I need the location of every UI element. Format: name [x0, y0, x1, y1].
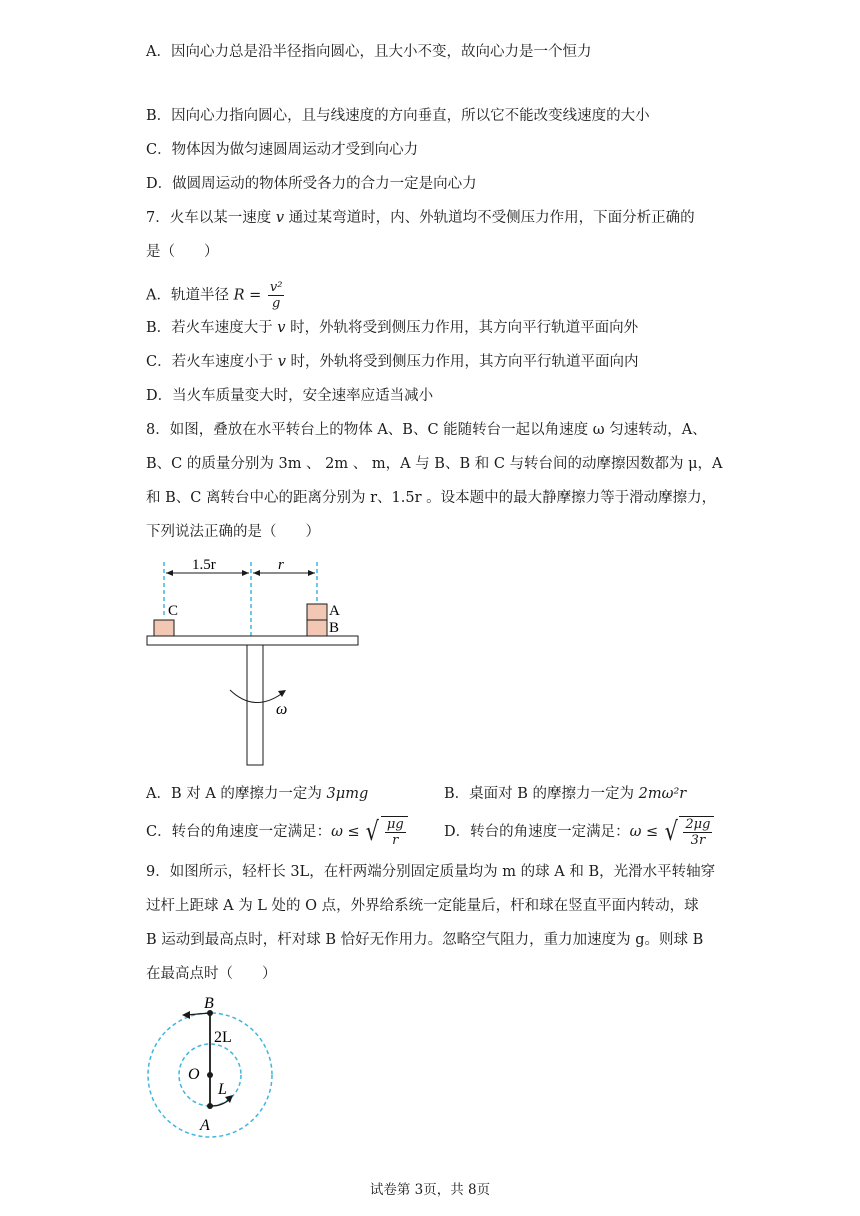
q7-option-b: B．若火车速度大于 v 时，外轨将受到侧压力作用，其方向平行轨道平面向外 [146, 320, 639, 336]
block-a [307, 604, 327, 620]
block-b [307, 620, 327, 636]
turntable-top [147, 636, 358, 645]
label-a: A [200, 1117, 210, 1134]
q8-stem-line1: 8．如图，叠放在水平转台上的物体 A、B、C 能随转台一起以角速度 ω 匀速转动，A、 [146, 422, 707, 438]
q6-option-c: C．物体因为做匀速圆周运动才受到向心力 [146, 142, 419, 158]
dim-label-left: 1.5r [192, 557, 216, 573]
turntable-shaft [247, 645, 263, 765]
q9-rod-figure [140, 994, 280, 1158]
q7-option-d: D．当火车质量变大时，安全速率应适当减小 [146, 388, 434, 404]
q9-stem-line2: 过杆上距球 A 为 L 处的 O 点，外界给系统一定能量后，杆和球在竖直平面内转动，球 [146, 898, 699, 914]
block-c [154, 620, 174, 636]
dim-label-right: r [278, 557, 284, 573]
fraction: $\frac{\text{v²}}{g}$ [269, 280, 283, 311]
label-l: L [218, 1081, 227, 1098]
label-omega: ω [276, 701, 288, 718]
q6-option-d: D．做圆周运动的物体所受各力的合力一定是向心力 [146, 176, 477, 192]
label-2l: 2L [214, 1029, 232, 1046]
label-a: A [329, 603, 340, 619]
pivot-o [207, 1072, 213, 1078]
q8-option-b: B．桌面对 B 的摩擦力一定为 2mω²r [444, 786, 687, 802]
q6-option-a: A．因向心力总是沿半径指向圆心，且大小不变，故向心力是一个恒力 [146, 44, 592, 60]
q8-turntable-figure [130, 552, 380, 774]
q7-option-c: C．若火车速度小于 v 时，外轨将受到侧压力作用，其方向平行轨道平面向内 [146, 354, 639, 370]
q9-stem-line4: 在最高点时（ ） [146, 966, 277, 982]
q8-stem-line4: 下列说法正确的是（ ） [146, 524, 320, 540]
q7-stem-line2: 是（ ） [146, 244, 219, 260]
page-footer: 试卷第 3页，共 8页 [369, 1182, 491, 1198]
q8-option-d: D．转台的角速度一定满足：ω ≤ √ $\frac{2\mu g}{3r}$ [444, 816, 714, 848]
q6-option-b: B．因向心力指向圆心，且与线速度的方向垂直，所以它不能改变线速度的大小 [146, 108, 650, 124]
q8-option-a: A．B 对 A 的摩擦力一定为 3μmg [146, 786, 369, 802]
sqrt-expression: √ $\frac{\mu g}{r}$ [364, 816, 407, 848]
q7-option-a: A．轨道半径 R = $\frac{\text{v²}}{g}$ [146, 280, 283, 311]
q8-option-c: C．转台的角速度一定满足：ω ≤ √ $\frac{\mu g}{r}$ [146, 816, 408, 848]
q7-stem-line1: 7．火车以某一速度 v 通过某弯道时，内、外轨道均不受侧压力作用，下面分析正确的 [146, 210, 695, 226]
label-b: B [329, 620, 340, 636]
q8-stem-line3: 和 B、C 离转台中心的距离分别为 r、1.5r 。设本题中的最大静摩擦力等于滑动摩擦力， [146, 490, 717, 506]
label-c: C [168, 603, 179, 619]
q9-stem-line3: B 运动到最高点时，杆对球 B 恰好无作用力。忽略空气阻力，重力加速度为 g。则球 B [146, 932, 704, 948]
sqrt-expression: √ $\frac{2\mu g}{3r}$ [663, 816, 715, 848]
q8-stem-line2: B、C 的质量分别为 3m 、 2m 、 m，A 与 B、B 和 C 与转台间的动摩擦因数都为 μ，A [146, 456, 723, 472]
label-o: O [188, 1066, 200, 1083]
q9-stem-line1: 9．如图所示，轻杆长 3L，在杆两端分别固定质量均为 m 的球 A 和 B，光滑水平转轴穿 [146, 864, 716, 880]
label-b: B [204, 995, 214, 1012]
